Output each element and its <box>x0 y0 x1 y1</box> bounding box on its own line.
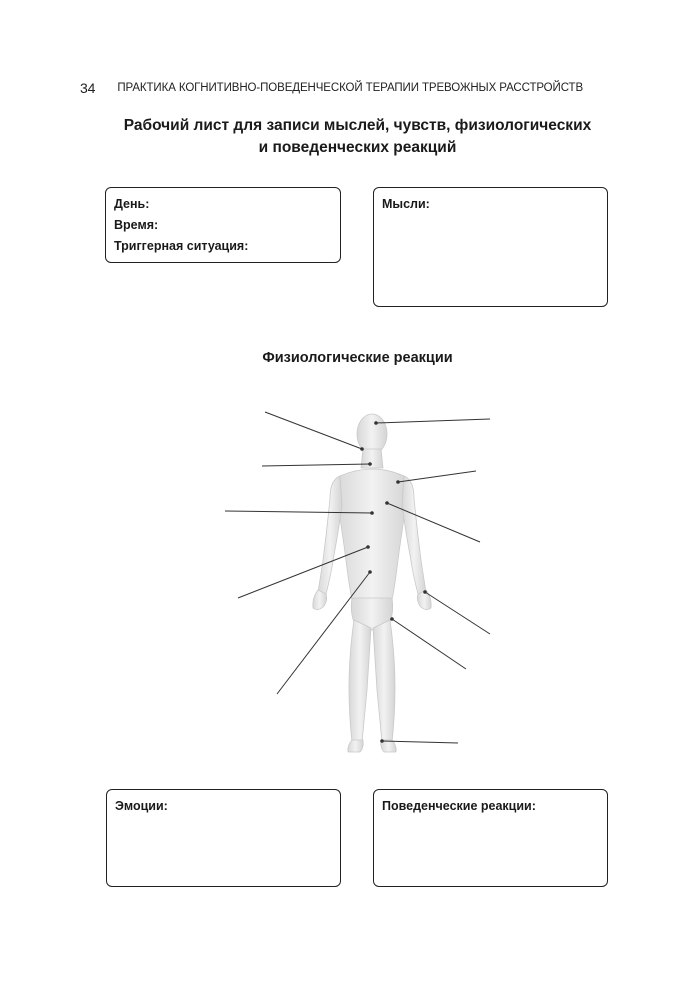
pointer-dot-8 <box>385 501 389 505</box>
thoughts-label: Мысли: <box>382 197 430 211</box>
pointer-line-6 <box>376 419 490 423</box>
pointer-dot-4 <box>366 545 370 549</box>
emotions-box[interactable] <box>106 789 341 887</box>
pointer-dot-11 <box>380 739 384 743</box>
pointer-line-2 <box>262 464 370 466</box>
trigger-label: Триггерная ситуация: <box>114 239 249 253</box>
pointer-dot-7 <box>396 480 400 484</box>
pointer-line-10 <box>392 619 466 669</box>
pointer-dot-10 <box>390 617 394 621</box>
running-title: ПРАКТИКА КОГНИТИВНО-ПОВЕДЕНЧЕСКОЙ ТЕРАПИИ ТРЕВОЖНЫХ РАССТРОЙСТВ <box>117 82 584 94</box>
pointer-line-1 <box>265 412 362 449</box>
pointer-dot-1 <box>360 447 364 451</box>
pointer-line-7 <box>398 471 476 482</box>
pointer-dot-5 <box>368 570 372 574</box>
time-label: Время: <box>114 218 159 232</box>
day-label: День: <box>114 197 150 211</box>
page-number: 34 <box>80 80 96 96</box>
worksheet-title-line1: Рабочий лист для записи мыслей, чувств, физиологических <box>123 117 592 134</box>
pointer-dot-2 <box>368 462 372 466</box>
worksheet-title-line2: и поведенческих реакций <box>258 139 457 156</box>
pointer-dot-3 <box>370 511 374 515</box>
physiology-title: Физиологические реакции <box>262 350 453 366</box>
pointer-dot-9 <box>423 590 427 594</box>
behavior-label: Поведенческие реакции: <box>382 799 536 813</box>
pointer-line-9 <box>425 592 490 634</box>
pointer-dot-6 <box>374 421 378 425</box>
emotions-label: Эмоции: <box>115 799 168 813</box>
behavior-box[interactable] <box>373 789 608 887</box>
